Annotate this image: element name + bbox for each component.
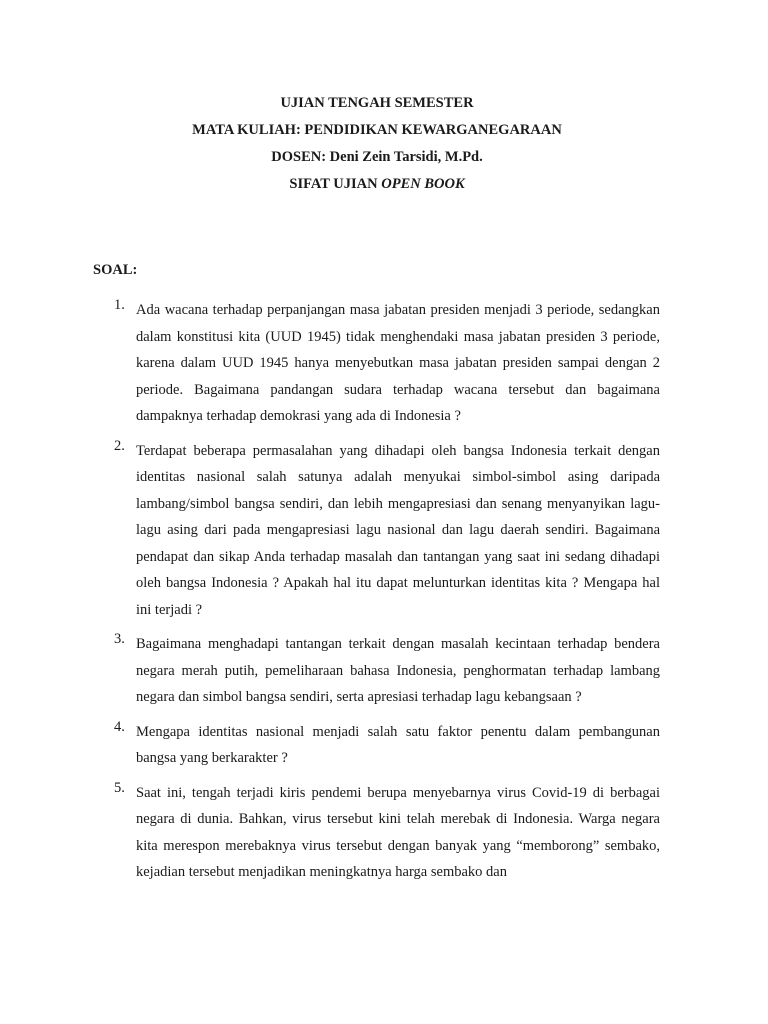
question-item bbox=[0, 719, 768, 772]
exam-nature bbox=[0, 171, 754, 198]
question-text: Saat ini, tengah terjadi kiris pendemi berupa menyebarnya virus Covid-19 di berbagai negara di dunia. Bahkan, virus tersebut kini telah merebak di Indonesia. Warga negara kita merespon merebaknya virus tersebut dengan banyak yang “memborong” sembako, kejadian tersebut menjadikan meningkatnya harga sembako dan bbox=[136, 784, 660, 880]
exam-title: UJIAN TENGAH SEMESTER bbox=[280, 95, 474, 111]
question-text: Bagaimana menghadapi tantangan terkait dengan masalah kecintaan terhadap bendera negara merah putih, pemeliharaan bahasa Indonesia, penghormatan terhadap lambang negara dan simbol bangsa sendiri, serta apresiasi terhadap lagu kebangsaan ? bbox=[136, 636, 660, 705]
question-number: 2. bbox=[114, 437, 125, 454]
question-number: 5. bbox=[114, 779, 125, 796]
question-item bbox=[0, 297, 768, 430]
question-item bbox=[0, 631, 768, 711]
exam-nature-mode: OPEN BOOK bbox=[381, 176, 465, 192]
question-item bbox=[0, 438, 768, 624]
question-number: 4. bbox=[114, 718, 125, 735]
question-text: Mengapa identitas nasional menjadi salah satu faktor penentu dalam pembangunan bangsa yang berkarakter ? bbox=[136, 723, 660, 766]
question-text: Ada wacana terhadap perpanjangan masa jabatan presiden menjadi 3 periode, sedangkan dalam konstitusi kita (UUD 1945) tidak menghendaki masa jabatan presiden 3 periode, karena dalam UUD 1945 hanya menyebutkan masa jabatan presiden sampai dengan 2 periode. Bagaimana pandangan sudara terhadap wacana tersebut dan bagaimana dampaknya terhadap demokrasi yang ada di Indonesia ? bbox=[136, 302, 660, 424]
lecturer-name: DOSEN: Deni Zein Tarsidi, M.Pd. bbox=[271, 149, 483, 165]
exam-header bbox=[0, 90, 754, 198]
question-list bbox=[0, 297, 768, 886]
question-item bbox=[0, 780, 768, 886]
question-number: 3. bbox=[114, 631, 125, 647]
exam-nature-prefix: SIFAT UJIAN bbox=[289, 176, 382, 192]
questions-label: SOAL: bbox=[93, 262, 138, 278]
course-name: MATA KULIAH: PENDIDIKAN KEWARGANEGARAAN bbox=[192, 122, 562, 138]
question-number: 1. bbox=[114, 297, 125, 313]
question-text: Terdapat beberapa permasalahan yang dihadapi oleh bangsa Indonesia terkait dengan identitas nasional salah satunya adalah menyukai simbol-simbol asing daripada lambang/simbol bangsa sendiri, dan lebih mengapresiasi dan senang menyanyikan lagu-lagu asing dari pada mengapresiasi lagu nasional dan lagu daerah sendiri. Bagaimana pendapat dan sikap Anda terhadap masalah dan tantangan yang saat ini sedang dihadapi oleh bangsa Indonesia ? Apakah hal itu dapat melunturkan identitas kita ? Mengapa hal ini terjadi ? bbox=[136, 442, 660, 618]
